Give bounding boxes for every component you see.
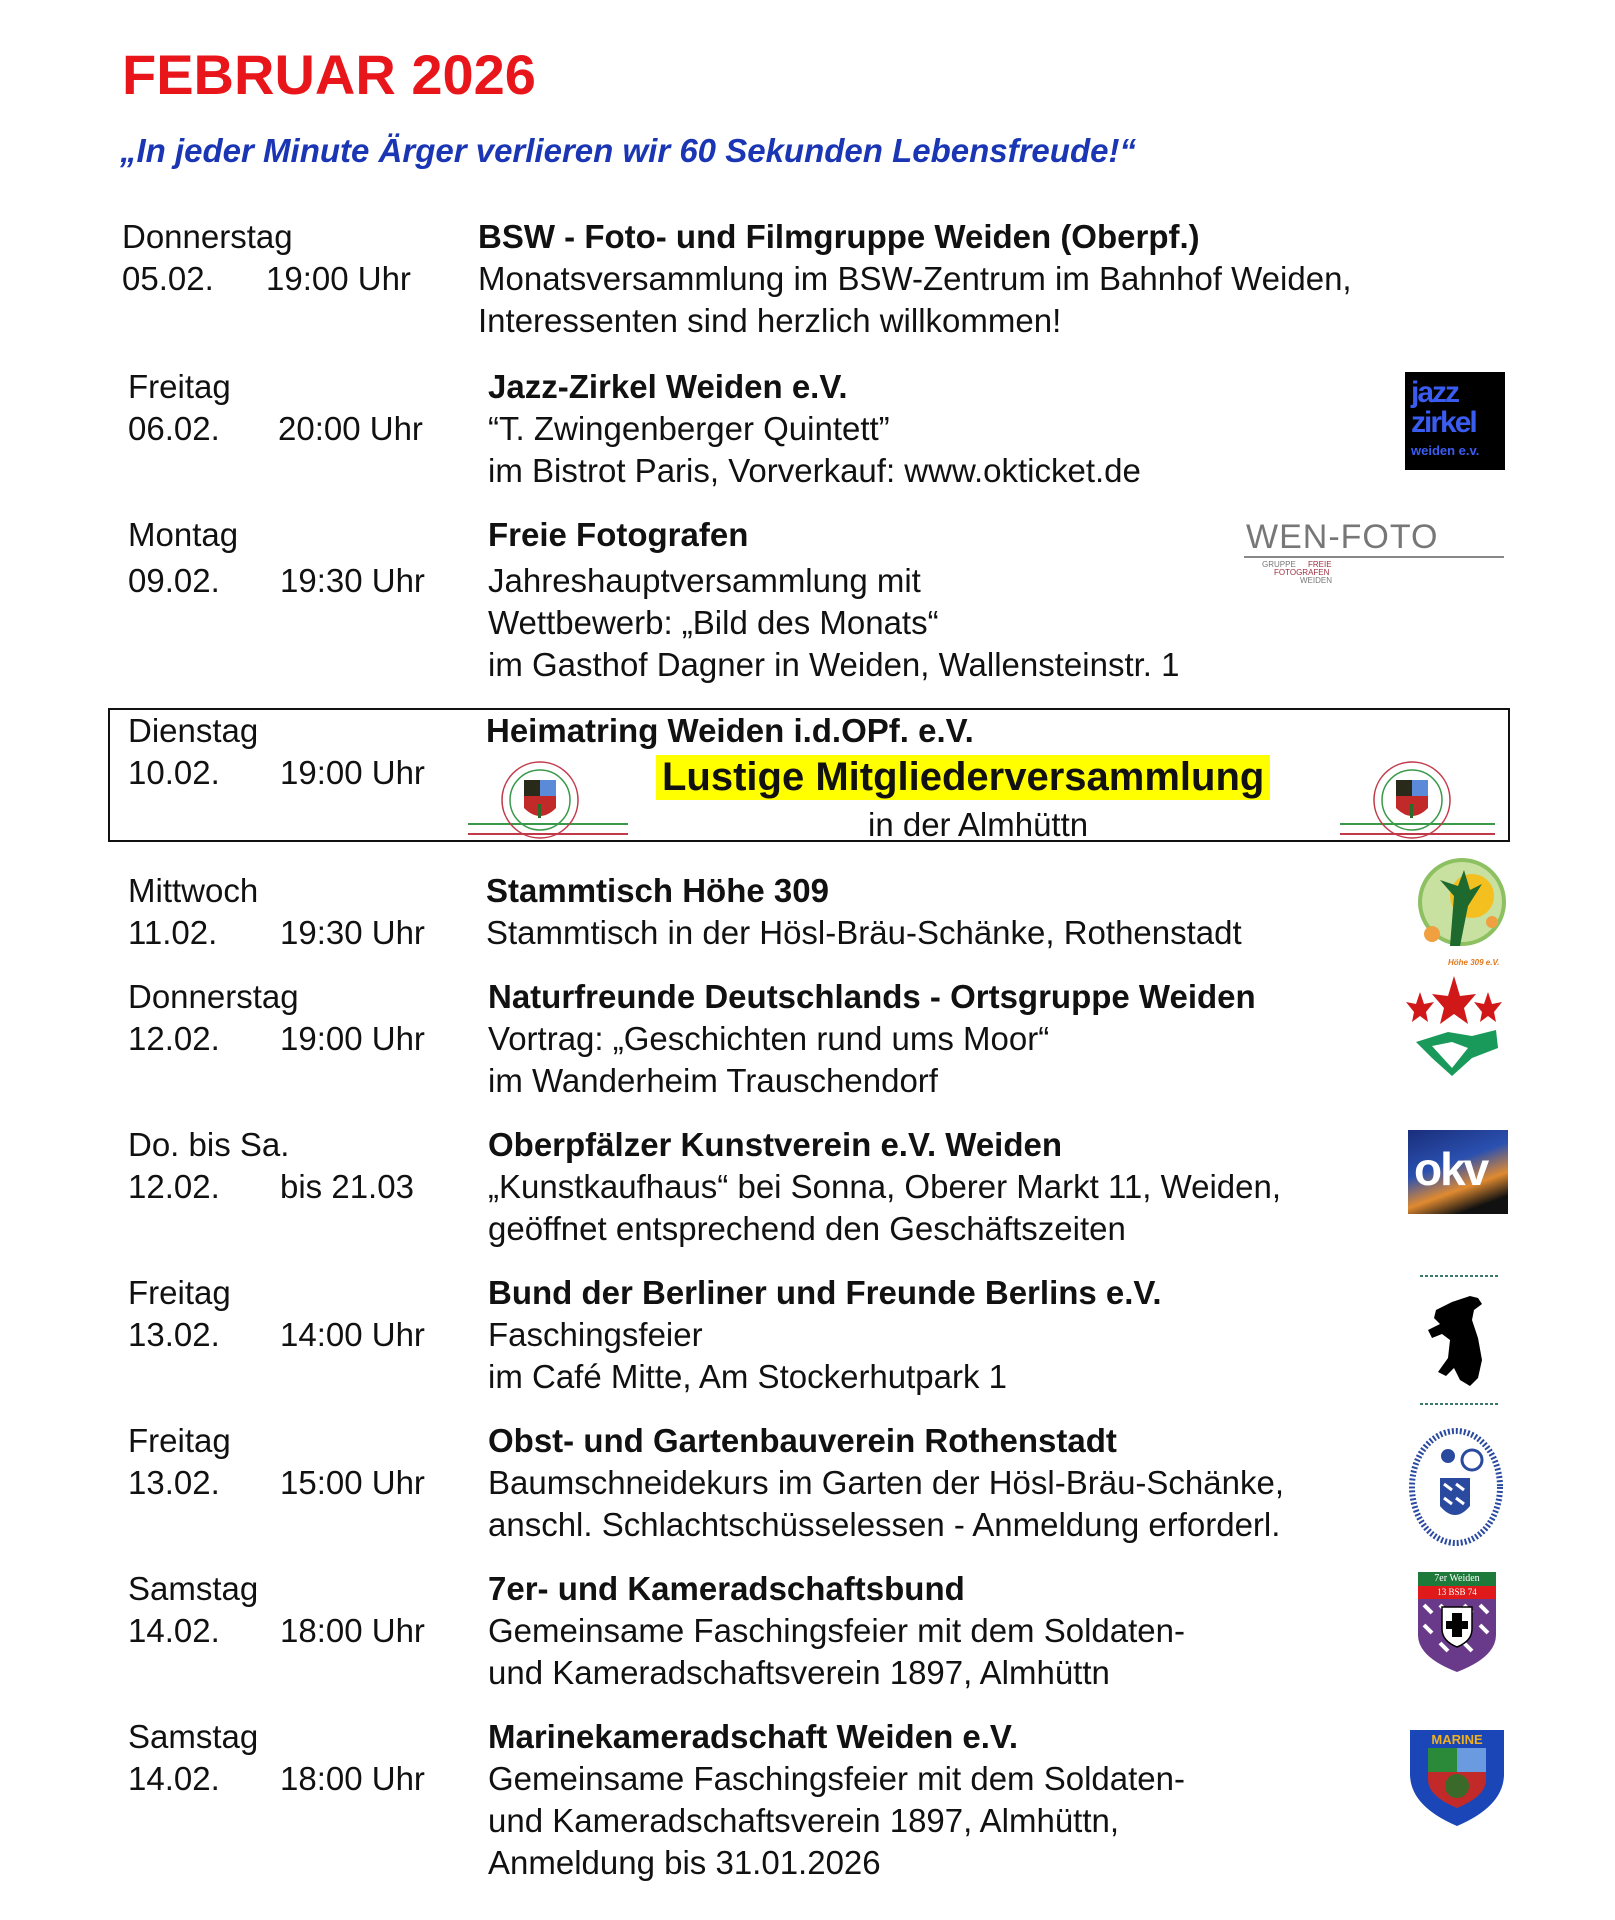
- logo-text: MARINE: [1431, 1732, 1483, 1747]
- event-day: Samstag: [128, 1570, 259, 1607]
- event-day: Freitag: [128, 368, 231, 405]
- page-title: FEBRUAR 2026: [122, 43, 536, 106]
- event-date: 14.02.: [128, 1612, 220, 1649]
- event-day: Montag: [128, 516, 239, 553]
- logo-text: jazz: [1411, 376, 1459, 409]
- 7er-weiden-shield-logo: [1418, 1572, 1496, 1672]
- logo-text: GRUPPE: [1262, 560, 1296, 569]
- heimatring-crest-icon: [468, 758, 628, 840]
- event-detail: Stammtisch in der Hösl-Bräu-Schänke, Rothenstadt: [486, 914, 1242, 951]
- event-day: Freitag: [128, 1274, 231, 1311]
- event-time: 18:00 Uhr: [280, 1612, 425, 1649]
- event-detail: im Gasthof Dagner in Weiden, Wallensteinstr. 1: [488, 646, 1180, 683]
- event-date: 12.02.: [128, 1168, 220, 1205]
- event-detail: geöffnet entsprechend den Geschäftszeiten: [488, 1210, 1126, 1247]
- event-detail: Wettbewerb: „Bild des Monats“: [488, 604, 939, 641]
- okv-logo: [1408, 1130, 1508, 1214]
- event-day: Samstag: [128, 1718, 259, 1755]
- event-detail: im Bistrot Paris, Vorverkauf: www.okticket.de: [488, 452, 1141, 489]
- event-date: 10.02.: [128, 754, 220, 791]
- event-time: 19:30 Uhr: [280, 914, 425, 951]
- event-time: 19:00 Uhr: [266, 260, 411, 297]
- event-date: 12.02.: [128, 1020, 220, 1057]
- event-date: 14.02.: [128, 1760, 220, 1797]
- event-detail: im Wanderheim Trauschendorf: [488, 1062, 938, 1099]
- event-organizer: Marinekameradschaft Weiden e.V.: [488, 1718, 1019, 1755]
- event-date: 13.02.: [128, 1316, 220, 1353]
- event-date: 06.02.: [128, 410, 220, 447]
- event-detail: Gemeinsame Faschingsfeier mit dem Soldaten-: [488, 1612, 1185, 1649]
- event-detail: Interessenten sind herzlich willkommen!: [478, 302, 1062, 339]
- event-detail: Vortrag: „Geschichten rund ums Moor“: [488, 1020, 1050, 1057]
- logo-text: zirkel: [1411, 406, 1476, 439]
- event-detail: anschl. Schlachtschüsselessen - Anmeldung erforderl.: [488, 1506, 1281, 1543]
- event-day: Mittwoch: [128, 872, 259, 909]
- event-time: 15:00 Uhr: [280, 1464, 425, 1501]
- event-date: 05.02.: [122, 260, 214, 297]
- event-detail: Monatsversammlung im BSW-Zentrum im Bahnhof Weiden,: [478, 260, 1352, 297]
- event-time: bis 21.03: [280, 1168, 414, 1205]
- event-day: Donnerstag: [122, 218, 293, 255]
- heimatring-crest-icon: [1340, 758, 1500, 840]
- logo-text: WEN-FOTO: [1246, 518, 1439, 556]
- hoehe-309-logo: [1410, 856, 1516, 968]
- event-detail: und Kameradschaftsverein 1897, Almhüttn: [488, 1654, 1110, 1691]
- event-detail: “T. Zwingenberger Quintett”: [488, 410, 890, 447]
- event-day: Do. bis Sa.: [128, 1126, 290, 1163]
- event-date: 11.02.: [128, 914, 218, 951]
- event-detail: und Kameradschaftsverein 1897, Almhüttn,: [488, 1802, 1120, 1839]
- event-detail: im Café Mitte, Am Stockerhutpark 1: [488, 1358, 1008, 1395]
- logo-text: okv: [1414, 1143, 1488, 1195]
- event-detail: Anmeldung bis 31.01.2026: [488, 1844, 881, 1881]
- event-detail: Gemeinsame Faschingsfeier mit dem Soldaten-: [488, 1760, 1185, 1797]
- event-detail: Baumschneidekurs im Garten der Hösl-Bräu-Schänke,: [488, 1464, 1285, 1501]
- event-detail: „Kunstkaufhaus“ bei Sonna, Oberer Markt 11, Weiden,: [488, 1168, 1282, 1205]
- logo-divider: [1244, 556, 1504, 558]
- event-time: 19:00 Uhr: [280, 1020, 425, 1057]
- gartenbau-logo: [1408, 1428, 1504, 1546]
- event-organizer: Freie Fotografen: [488, 516, 749, 553]
- event-day: Freitag: [128, 1422, 231, 1459]
- event-organizer: Oberpfälzer Kunstverein e.V. Weiden: [488, 1126, 1063, 1163]
- event-organizer: Bund der Berliner und Freunde Berlins e.V.: [488, 1274, 1162, 1311]
- event-detail: Faschingsfeier: [488, 1316, 703, 1353]
- logo-text: 13 BSB 74: [1418, 1586, 1496, 1599]
- event-detail: in der Almhüttn: [868, 806, 1089, 843]
- event-time: 18:00 Uhr: [280, 1760, 425, 1797]
- event-time: 20:00 Uhr: [278, 410, 423, 447]
- jazz-zirkel-logo: [1405, 372, 1505, 470]
- event-day: Donnerstag: [128, 978, 299, 1015]
- wen-foto-logo: [1240, 518, 1508, 584]
- marine-kameradschaft-logo: [1410, 1730, 1504, 1826]
- event-organizer: Jazz-Zirkel Weiden e.V.: [488, 368, 848, 405]
- event-organizer: Naturfreunde Deutschlands - Ortsgruppe Weiden: [488, 978, 1256, 1015]
- shield-icon: [1418, 1599, 1496, 1672]
- event-date: 09.02.: [128, 562, 220, 599]
- event-organizer: Heimatring Weiden i.d.OPf. e.V.: [486, 712, 974, 749]
- logo-text: FREIE: [1308, 560, 1332, 569]
- naturfreunde-logo: [1402, 972, 1506, 1078]
- event-date: 13.02.: [128, 1464, 220, 1501]
- logo-text: 7er Weiden: [1418, 1572, 1496, 1586]
- event-time: 19:30 Uhr: [280, 562, 425, 599]
- berlin-bear-logo: [1412, 1268, 1508, 1410]
- event-time: 14:00 Uhr: [280, 1316, 425, 1353]
- event-organizer: Stammtisch Höhe 309: [486, 872, 829, 909]
- event-detail: Jahreshauptversammlung mit: [488, 562, 921, 599]
- motto-quote: „In jeder Minute Ärger verlieren wir 60 Sekunden Lebensfreude!“: [120, 132, 1136, 169]
- logo-text: weiden e.v.: [1411, 443, 1480, 458]
- event-organizer: 7er- und Kameradschaftsbund: [488, 1570, 965, 1607]
- event-time: 19:00 Uhr: [280, 754, 425, 791]
- event-highlight: Lustige Mitgliederversammlung: [656, 755, 1270, 800]
- event-day: Dienstag: [128, 712, 259, 749]
- logo-text: Höhe 309 e.V.: [1448, 958, 1500, 967]
- logo-text: WEIDEN: [1300, 576, 1332, 585]
- event-organizer: Obst- und Gartenbauverein Rothenstadt: [488, 1422, 1117, 1459]
- event-organizer: BSW - Foto- und Filmgruppe Weiden (Oberpf.): [478, 218, 1200, 255]
- logo-text: FOTOGRAFEN: [1274, 568, 1330, 577]
